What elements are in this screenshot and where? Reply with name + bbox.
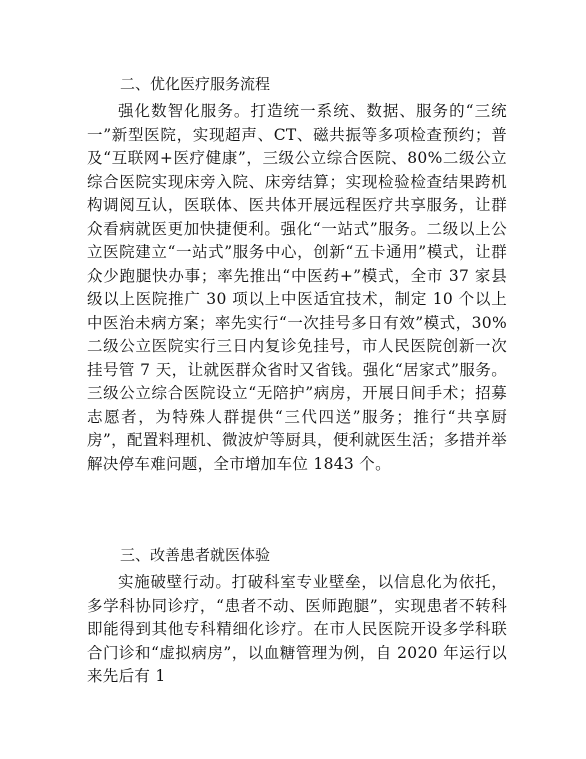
section-heading-improve-patient-experience: 三、改善患者就医体验: [120, 546, 271, 564]
section-heading-optimize-medical-process: 二、优化医疗服务流程: [120, 75, 271, 93]
section-paragraph-improve-patient-experience: 实施破壁行动。打破科室专业壁垒，以信息化为依托，多学科协同诊疗，“患者不动、医师跑腿”，实现患者不转科即能得到其他专科精细化诊疗。在市人民医院开设多学科联合门诊和“虚拟病房”，以血糖管理为例，自 2020 年运行以来先后有 1: [87, 573, 507, 685]
section-paragraph-optimize-medical-process: 强化数智化服务。打造统一系统、数据、服务的“三统一”新型医院，实现超声、CT、磁共振等多项检查预约；普及“互联网+医疗健康”，三级公立综合医院、80%二级公立综合医院实现床旁入院、床旁结算；实现检验检查结果跨机构调阅互认，医联体、医共体开展远程医疗共享服务，让群众看病就医更加快捷便利。强化“一站式”服务。二级以上公立医院建立“一站式”服务中心，创新“五卡通用”模式，让群众少跑腿快办事；率先推出“中医药+”模式，全市 37 家县级以上医院推广 30 项以上中医适宜技术，制定 10 个以上中医治未病方案；率先实行“一次挂号多日有效”模式，30%二级公立医院实行三日内复诊免挂号，市人民医院创新一次挂号管 7 天，让就医群众省时又省钱。强化“居家式”服务。三级公立综合医院设立“无陪护”病房，开展日间手术；招募志愿者，为特殊人群提供“三代四送”服务；推行“共享厨房”，配置料理机、微波炉等厨具，便利就医生活；多措并举解决停车难问题，全市增加车位 1843 个。: [87, 102, 507, 473]
